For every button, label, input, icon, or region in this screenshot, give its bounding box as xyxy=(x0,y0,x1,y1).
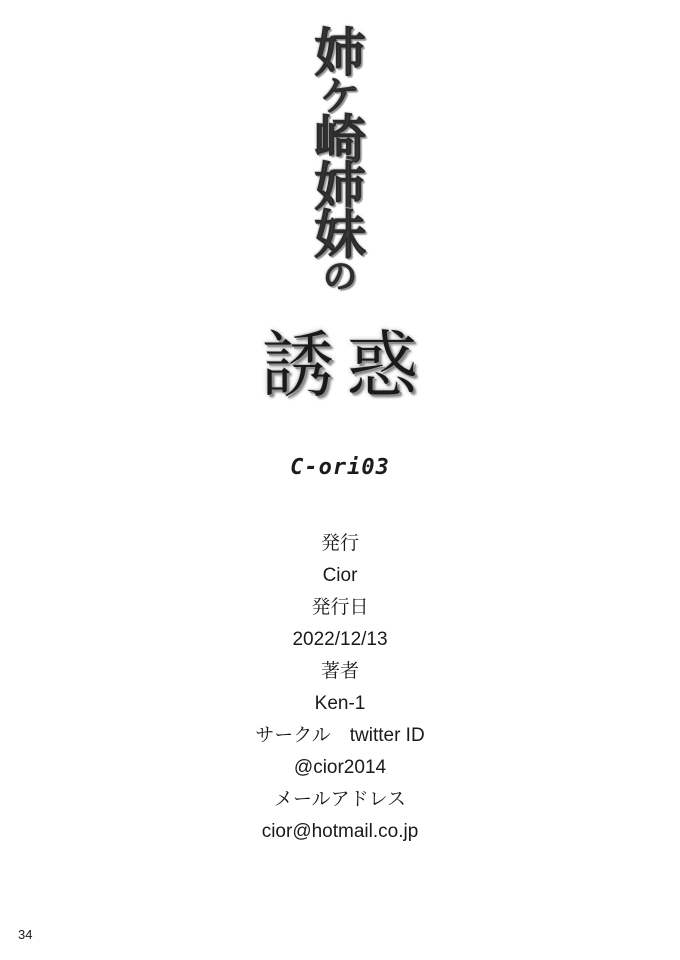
colophon-label: メールアドレス xyxy=(273,789,407,810)
title-char: 惑 xyxy=(346,326,419,407)
colophon-value: Ken-1 xyxy=(314,693,366,714)
colophon-label: 著者 xyxy=(320,661,359,682)
title-char: 崎 xyxy=(313,109,366,171)
title-char: 妹 xyxy=(313,205,366,267)
title-block xyxy=(0,23,680,411)
colophon-label: サークル twitter ID xyxy=(255,725,425,746)
colophon-value: cior@hotmail.co.jp xyxy=(261,821,419,842)
colophon-label: 発行日 xyxy=(311,597,369,618)
subtitle: C-ori03 xyxy=(290,455,390,480)
title-char: 姉 xyxy=(313,23,366,84)
title-char: 誘 xyxy=(261,326,334,407)
title-char: の xyxy=(322,257,357,298)
colophon-label: 発行 xyxy=(320,533,359,554)
title-char: ケ xyxy=(319,72,360,120)
title-char: 姉 xyxy=(313,157,366,219)
colophon-value: @cior2014 xyxy=(293,757,387,778)
colophon-value: Cior xyxy=(322,565,358,586)
colophon-value: 2022/12/13 xyxy=(292,629,388,650)
colophon-block xyxy=(0,528,680,848)
vertical-title xyxy=(313,23,366,298)
page-number: 34 xyxy=(18,927,33,942)
title-last-row xyxy=(256,307,424,411)
